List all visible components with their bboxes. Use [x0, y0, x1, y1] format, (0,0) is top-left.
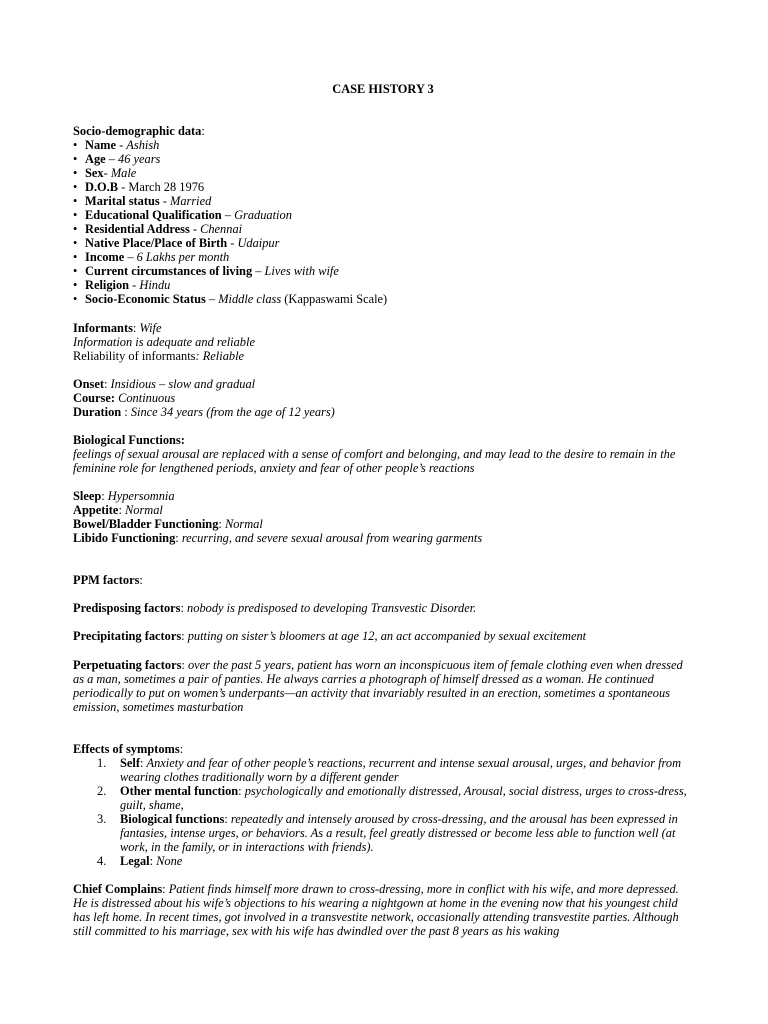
- duration-label: Duration: [73, 405, 122, 419]
- sleep-label: Sleep: [73, 489, 102, 503]
- socio-heading: Socio-demographic data: [73, 124, 202, 138]
- predisposing-value: nobody is predisposed to developing Transvestic Disorder.: [187, 601, 477, 615]
- socio-item-label: D.O.B: [85, 180, 119, 194]
- socio-item-separator: –: [205, 292, 219, 306]
- socio-item-separator: -: [129, 278, 140, 292]
- effects-item-value: psychologically and emotionally distressed, Arousal, social distress, urges to cross-dress, guilt, shame,: [120, 784, 687, 812]
- socio-item-value: Graduation: [234, 208, 292, 222]
- precipitating-value: putting on sister’s bloomers at age 12, an act accompanied by sexual excitement: [187, 629, 587, 643]
- socio-item: [73, 208, 693, 222]
- effects-item-label: Legal: [120, 854, 150, 868]
- effects-item-number: 1.: [97, 756, 107, 770]
- socio-item: [73, 222, 693, 236]
- socio-item-label: Sex: [85, 166, 104, 180]
- socio-item: [73, 278, 693, 292]
- effects-item: 2. Other mental function: psychologically and emotionally distressed, Arousal, social distress, urges to cross-dress, guilt, shame,: [97, 784, 687, 812]
- socio-item-label: Educational Qualification: [85, 208, 222, 222]
- socio-item-value: 46 years: [118, 152, 161, 166]
- socio-heading-line: Socio-demographic data:: [73, 124, 205, 138]
- socio-item-separator: -: [159, 194, 171, 208]
- biological-section: [73, 433, 693, 475]
- socio-item: [73, 292, 693, 306]
- bowel-value: Normal: [224, 517, 263, 531]
- ppm-heading-line: PPM factors:: [73, 573, 143, 587]
- effects-section: Effects of symptoms: 1. Self: Anxiety and fear of other people’s reactions, recurrent and intense sexual arousal, urges, and behavior from wearing clothes traditionally worn by a different gender 2. Other mental function: psychologically and emotionally distressed, Arousal, social distress, urges to cross-dress, guilt, shame, 3. Biological functions: repeatedly and intensely aroused by cross-dressing, and the arousal has been expressed in fantasies, intense urges, or behaviors. As a result, feel greatly distressed or become less able to function well (at work, in the family, or in interactions with friends). 4. Legal: None: [73, 742, 693, 868]
- socio-item-separator: –: [105, 152, 119, 166]
- effects-item-value: Anxiety and fear of other people’s reactions, recurrent and intense sexual arousal, urges, and behavior from wearing clothes traditionally worn by a different gender: [120, 756, 682, 784]
- onset-value: Insidious – slow and gradual: [110, 377, 256, 391]
- appetite-value: Normal: [124, 503, 163, 517]
- socio-item: [73, 236, 693, 250]
- socio-item-label: Marital status: [85, 194, 160, 208]
- socio-list: [73, 138, 693, 306]
- socio-item: [73, 264, 693, 278]
- socio-item-value: Hindu: [139, 278, 171, 292]
- perpetuating-value: over the past 5 years, patient has worn an inconspicuous item of female clothing even when dressed as a man, sometimes a pair of panties. He always carries a photograph of himself dressed as a woman. He continued periodically to put on women’s underpants—an activity that invariably resulted in an erection, sometimes a spontaneous emission, sometimes masturbation: [73, 658, 683, 714]
- reliability-label: Reliability of informants: [73, 349, 196, 363]
- socio-item-value: 6 Lakhs per month: [136, 250, 230, 264]
- socio-item-extra: (Kappaswami Scale): [281, 292, 388, 306]
- socio-item-value: Ashish: [126, 138, 160, 152]
- predisposing-label: Predisposing factors: [73, 601, 181, 615]
- socio-item-label: Age: [85, 152, 106, 166]
- socio-item-label: Native Place/Place of Birth: [85, 236, 228, 250]
- socio-item-label: Religion: [85, 278, 130, 292]
- socio-item-value: Lives with wife: [264, 264, 339, 278]
- socio-item-separator: –: [252, 264, 265, 278]
- socio-item: [73, 152, 693, 166]
- socio-item-label: Name: [85, 138, 116, 152]
- socio-item-separator: –: [124, 250, 137, 264]
- perpetuating-label: Perpetuating factors: [73, 658, 182, 672]
- socio-item-separator: -: [103, 166, 111, 180]
- ppm-heading: PPM factors: [73, 573, 140, 587]
- functions-section: Sleep: Hypersomnia Appetite: Normal Bowel/Bladder Functioning: Normal Libido Functioning: recurring, and severe sexual arousal from wearing garments: [73, 489, 483, 545]
- page-title: CASE HISTORY 3: [332, 82, 434, 96]
- course-label: Course:: [73, 391, 115, 405]
- libido-value: recurring, and severe sexual arousal from wearing garments: [181, 531, 483, 545]
- socio-item-separator: –: [221, 208, 235, 222]
- socio-item: [73, 194, 693, 208]
- onset-label: Onset: [73, 377, 104, 391]
- socio-item-value: Chennai: [200, 222, 243, 236]
- informants-section: Informants: Wife Information is adequate and reliable Reliability of informants: Reliable: [73, 321, 693, 363]
- effects-list: [73, 756, 693, 868]
- socio-item-separator: -: [115, 138, 127, 152]
- socio-item-label: Current circumstances of living: [85, 264, 253, 278]
- libido-label: Libido Functioning: [73, 531, 176, 545]
- precipitating-label: Precipitating factors: [73, 629, 182, 643]
- sleep-value: Hypersomnia: [107, 489, 175, 503]
- effects-item: 3. Biological functions: repeatedly and intensely aroused by cross-dressing, and the arousal has been expressed in fantasies, intense urges, or behaviors. As a result, feel greatly distressed or become less able to function well (at work, in the family, or in interactions with friends).: [97, 812, 678, 854]
- socio-item-separator: -: [189, 222, 201, 236]
- onset-section: Onset: Insidious – slow and gradual Course: Continuous Duration : Since 34 years (from the age of 12 years): [73, 377, 335, 419]
- informants-label: Informants: [73, 321, 133, 335]
- socio-item-value: Udaipur: [237, 236, 280, 250]
- effects-item-label: Biological functions: [120, 812, 225, 826]
- appetite-label: Appetite: [73, 503, 119, 517]
- socio-item-separator: -: [227, 236, 238, 250]
- effects-item-number: 2.: [97, 784, 107, 798]
- chief-label: Chief Complains: [73, 882, 163, 896]
- socio-item-value: Male: [110, 166, 137, 180]
- chief-value: Patient finds himself more drawn to cross-dressing, more in conflict with his wife, and more depressed. He is distressed about his wife’s objections to his wearing a nightgown at home in the evening now that his youngest child has left home. In recent times, got involved in a transvestite network, occasionally attending transvestite parties. Although still committed to his marriage, sex with his wife has dwindled over the past 8 years as his waking: [73, 882, 679, 938]
- socio-item-value: Married: [170, 194, 212, 208]
- effects-item-value: repeatedly and intensely aroused by cross-dressing, and the arousal has been expressed in fantasies, intense urges, or behaviors. As a result, feel greatly distressed or become less able to function well (at work, in the family, or in interactions with friends).: [120, 812, 678, 854]
- effects-item: 1. Self: Anxiety and fear of other people’s reactions, recurrent and intense sexual arousal, urges, and behavior from wearing clothes traditionally worn by a different gender: [97, 756, 682, 784]
- socio-item-separator: -: [118, 180, 129, 194]
- socio-item: [73, 166, 693, 180]
- informants-value: Wife: [139, 321, 162, 335]
- socio-item: [73, 180, 693, 194]
- socio-item-extra: March 28 1976: [128, 180, 205, 194]
- effects-item-number: 3.: [97, 812, 107, 826]
- effects-item-value: None: [156, 854, 183, 868]
- effects-item: 4. Legal: None: [97, 854, 183, 868]
- socio-item-value: Middle class: [218, 292, 282, 306]
- effects-item-label: Other mental function: [120, 784, 239, 798]
- reliability-value: : Reliable: [195, 349, 245, 363]
- socio-item-label: Income: [85, 250, 125, 264]
- effects-item-label: Self: [120, 756, 140, 770]
- effects-heading: Effects of symptoms: [73, 742, 180, 756]
- socio-demographic-section: [73, 124, 693, 306]
- effects-item-number: 4.: [97, 854, 107, 868]
- bowel-label: Bowel/Bladder Functioning: [73, 517, 219, 531]
- socio-item: [73, 138, 693, 152]
- duration-value: Since 34 years (from the age of 12 years): [130, 405, 335, 419]
- biological-text: feelings of sexual arousal are replaced with a sense of comfort and belonging, and may lead to the desire to remain in the feminine role for lengthened periods, anxiety and fear of other people’s reactions: [73, 447, 676, 475]
- perpetuating-section: Perpetuating factors: over the past 5 years, patient has worn an inconspicuous item of female clothing even when dressed as a man, sometimes a pair of panties. He always carries a photograph of himself dressed as a woman. He continued periodically to put on women’s underpants—an activity that invariably resulted in an erection, sometimes a spontaneous emission, sometimes masturbation: [73, 658, 683, 714]
- predisposing-section: Predisposing factors: nobody is predisposed to developing Transvestic Disorder.: [73, 601, 477, 615]
- biological-heading: Biological Functions:: [73, 433, 185, 447]
- socio-item: [73, 250, 693, 264]
- socio-item-label: Socio-Economic Status: [85, 292, 206, 306]
- precipitating-section: Precipitating factors: putting on sister’s bloomers at age 12, an act accompanied by sexual excitement: [73, 629, 587, 643]
- chief-complains-section: Chief Complains: Patient finds himself more drawn to cross-dressing, more in conflict with his wife, and more depressed. He is distressed about his wife’s objections to his wearing a nightgown at home in the evening now that his youngest child has left home. In recent times, got involved in a transvestite network, occasionally attending transvestite parties. Although still committed to his marriage, sex with his wife has dwindled over the past 8 years as his waking: [73, 882, 679, 938]
- informants-adequacy: Information is adequate and reliable: [73, 335, 255, 349]
- socio-item-label: Residential Address: [85, 222, 190, 236]
- course-value: Continuous: [118, 391, 176, 405]
